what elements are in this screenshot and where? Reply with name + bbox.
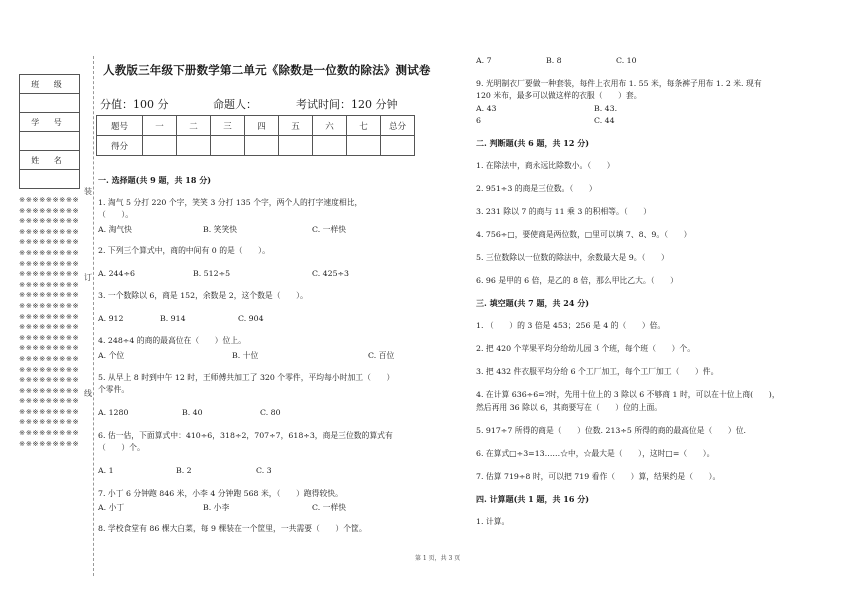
question-text: 1. 淘气 5 分打 220 个字，笑笑 3 分打 135 个字，两个人的打字速度相比， (98, 198, 363, 207)
section-heading: 二. 判断题(共 6 题，共 12 分) (476, 138, 589, 148)
class-field[interactable] (20, 94, 80, 113)
score-table (96, 115, 415, 156)
question-text: 3. 一个数除以 6，商是 152，余数是 2，这个数是（ ）。 (98, 291, 308, 300)
option[interactable]: C. 904 (238, 314, 264, 323)
question-text: 8. 学校食堂有 86 棵大白菜，每 9 棵装在一个筐里，一共需要（ ）个筐。 (98, 524, 367, 533)
question-text: 6. 96 是甲的 6 倍，是乙的 8 倍，那么甲比乙大。（ ） (476, 276, 678, 285)
score-head-cell: 总分 (381, 116, 415, 136)
option[interactable]: B. 十位 (232, 351, 259, 360)
question-text: 4. 248÷4 的商的最高位在（ ）位上。 (98, 336, 246, 345)
option[interactable]: A. 912 (98, 314, 124, 323)
score-cell[interactable] (279, 136, 313, 156)
option[interactable]: A. 244÷6 (98, 269, 135, 278)
option[interactable]: B. 914 (160, 314, 186, 323)
question-text: （ ）。 (98, 210, 134, 219)
question-text: 9. 光明制衣厂要做一种套装，每件上衣用布 1. 55 米，每条裤子用布 1. 2 米. 现有 (476, 79, 762, 88)
score-head-cell: 四 (245, 116, 279, 136)
score-total-label: 分值：100 分 (100, 98, 169, 111)
question-text: 3. 231 除以 7 的商与 11 乘 3 的积相等。（ ） (476, 207, 652, 216)
option[interactable]: C. 425÷3 (312, 269, 350, 278)
option[interactable]: C. 一样快 (312, 225, 347, 234)
option[interactable]: C. 百位 (368, 351, 395, 360)
seal-char-2: 订 (84, 273, 92, 282)
seal-char-3: 线 (84, 389, 92, 398)
option[interactable]: B. 43. (594, 104, 618, 113)
score-cell[interactable] (381, 136, 415, 156)
score-head-cell: 六 (313, 116, 347, 136)
score-head-cell: 七 (347, 116, 381, 136)
option[interactable]: C. 3 (256, 466, 272, 475)
name-label: 姓 名 (20, 151, 80, 170)
option[interactable]: A. 7 (476, 56, 492, 65)
question-text: 5. 917÷7 所得的商是（ ）位数. 213÷5 所得的商的最高位是（ ）位. (476, 426, 746, 435)
option[interactable]: C. 一样快 (312, 503, 347, 512)
option[interactable]: A. 淘气快 (98, 225, 132, 234)
option[interactable]: B. 512÷5 (193, 269, 231, 278)
seal-marks: ※※※※※※※※※※※※※※※※※※※※※※※※※※※※※※※※※※※※※※※※※※※※※※※※※※※※※※※※※※※※※※※※※※※※※※※※※※※※※※※※※※※※※※※※※※※※※※※※※※※※※※※※※※※※※※※※※※※※※※※※※※※※※※※※※※※※※※※※※※※※※※※※※※※※※※※※※※※※※※※※※※※※※※※※※※※※※※※※※※※※※※※※※※※※※※※※※※※※※※※※※※※※※※※※※※※※※※※※ (19, 195, 80, 448)
id-field[interactable] (20, 132, 80, 151)
option[interactable]: B. 小李 (203, 503, 230, 512)
option[interactable]: C. 44 (594, 116, 615, 125)
seal-char-1: 装 (84, 187, 92, 196)
section-heading: 三. 填空题(共 7 题，共 24 分) (476, 298, 589, 308)
author-label: 命题人： (213, 98, 257, 111)
question-text: 1. 在除法中，商永远比除数小。（ ） (476, 161, 615, 170)
option[interactable]: C. 10 (616, 56, 637, 65)
id-label: 学 号 (20, 113, 80, 132)
question-text: 个零件。 (98, 385, 130, 394)
binding-line (93, 56, 94, 576)
option[interactable]: B. 40 (182, 408, 203, 417)
question-text: 2. 下列三个算式中，商的中间有 0 的是（ ）。 (98, 246, 270, 255)
option[interactable]: A. 43 (476, 104, 497, 113)
score-row-label: 得分 (97, 136, 143, 156)
question-text: 6. 估一估，下面算式中：410÷6，318÷2，707÷7，618÷3，商是三位数的算式有 (98, 431, 393, 440)
question-text: 4. 在计算 636÷6=?时，先用十位上的 3 除以 6 不够商 1 时，可以在十位上商( )， (476, 390, 780, 399)
option[interactable]: C. 80 (260, 408, 281, 417)
score-head-cell: 三 (211, 116, 245, 136)
option-continuation: 6 (476, 116, 481, 125)
option[interactable]: B. 笑笑快 (203, 225, 238, 234)
question-text: 2. 951÷3 的商是三位数。（ ） (476, 184, 597, 193)
question-text: 1. （ ）的 3 倍是 453；256 是 4 的（ ）倍。 (476, 321, 666, 330)
option[interactable]: A. 1 (98, 466, 114, 475)
question-text: 然后再用 36 除以 6，其商要写在（ ）位的上面。 (476, 403, 663, 412)
option[interactable]: B. 2 (176, 466, 192, 475)
option[interactable]: A. 1280 (98, 408, 129, 417)
score-head-cell: 题号 (97, 116, 143, 136)
option[interactable]: A. 个位 (98, 351, 125, 360)
option[interactable]: A. 小丁 (98, 503, 125, 512)
page-footer: 第 1 页，共 3 页 (415, 555, 461, 562)
score-head-cell: 二 (177, 116, 211, 136)
section-heading: 四. 计算题(共 1 题，共 16 分) (476, 494, 589, 504)
question-text: 2. 把 420 个苹果平均分给幼儿园 3 个班，每个班（ ）个。 (476, 344, 695, 353)
student-info-table (19, 74, 80, 189)
option[interactable]: B. 8 (546, 56, 562, 65)
score-cell[interactable] (347, 136, 381, 156)
question-text: 120 米布，最多可以做这样的衣服（ ）套。 (476, 91, 642, 100)
score-cell[interactable] (313, 136, 347, 156)
score-cell[interactable] (143, 136, 177, 156)
exam-title: 人教版三年级下册数学第二单元《除数是一位数的除法》测试卷 (103, 63, 431, 77)
question-text: 5. 三位数除以一位数的除法中，余数最大是 9。（ ） (476, 253, 669, 262)
score-cell[interactable] (245, 136, 279, 156)
question-text: 4. 756÷□，要使商是两位数，□里可以填 7、8、9。（ ） (476, 230, 692, 239)
name-field[interactable] (20, 170, 80, 189)
time-label: 考试时间：120 分钟 (296, 98, 398, 111)
question-text: 5. 从早上 8 时到中午 12 时，王师傅共加工了 320 个零件，平均每小时加工（ ） (98, 373, 395, 382)
question-text: 3. 把 432 件衣服平均分给 6 个工厂加工，每个工厂加工（ ）件。 (476, 367, 719, 376)
section-heading: 一. 选择题(共 9 题，共 18 分) (98, 175, 211, 185)
question-text: 6. 在算式□÷3=13……☆中，☆最大是（ ），这时□=（ ）。 (476, 449, 715, 458)
score-cell[interactable] (211, 136, 245, 156)
score-head-cell: 五 (279, 116, 313, 136)
question-text: 7. 估算 719÷8 时，可以把 719 看作（ ）算，结果约是（ ）。 (476, 472, 721, 481)
question-text: 1. 计算。 (476, 517, 510, 526)
question-text: 7. 小丁 6 分钟跑 846 米，小李 4 分钟跑 568 米，（ ）跑得较快。 (98, 489, 343, 498)
score-cell[interactable] (177, 136, 211, 156)
score-head-cell: 一 (143, 116, 177, 136)
question-text: （ ）个。 (98, 443, 145, 452)
class-label: 班 级 (20, 75, 80, 94)
